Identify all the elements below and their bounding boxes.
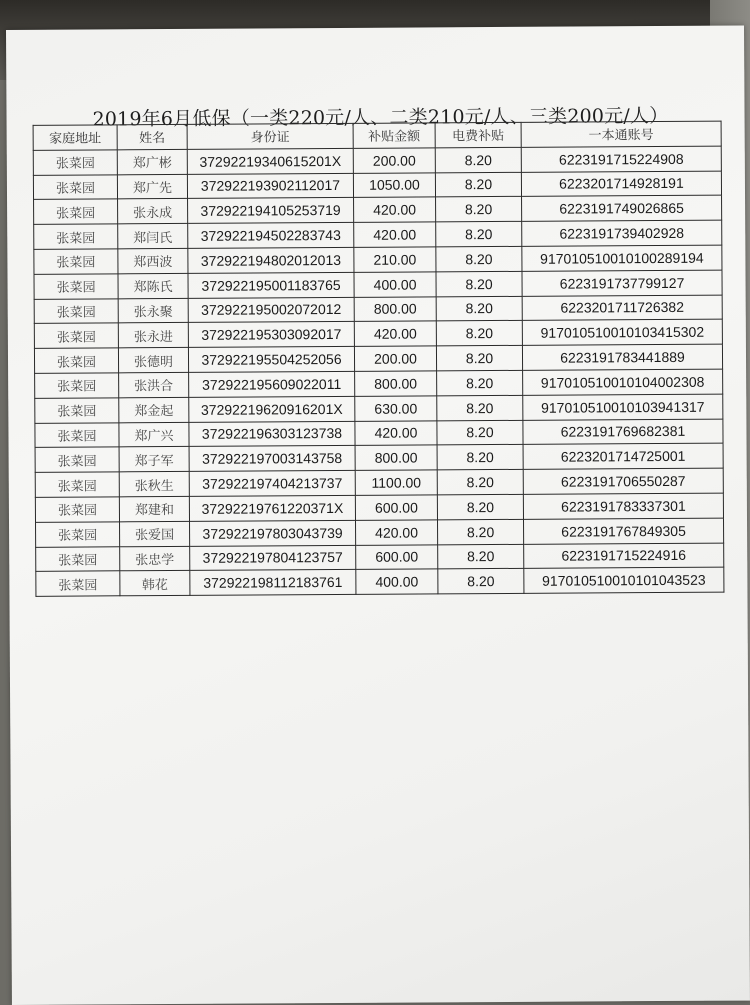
cell-id-number: 372922197404213737 — [189, 471, 355, 497]
cell-subsidy-amount: 200.00 — [353, 148, 435, 173]
cell-id-number: 372922194105253719 — [188, 198, 354, 224]
paper-sheet — [6, 25, 750, 1004]
header-address: 家庭地址 — [33, 125, 117, 150]
cell-electric-subsidy: 8.20 — [435, 172, 521, 197]
cell-name: 张洪合 — [119, 372, 189, 397]
cell-subsidy-amount: 400.00 — [354, 272, 436, 297]
cell-id-number: 37292219340615201X — [187, 148, 353, 174]
cell-electric-subsidy: 8.20 — [435, 147, 521, 172]
cell-electric-subsidy: 8.20 — [436, 271, 522, 296]
cell-account-number: 6223191783441889 — [522, 344, 722, 370]
cell-subsidy-amount: 800.00 — [355, 445, 437, 470]
cell-subsidy-amount: 210.00 — [354, 247, 436, 272]
cell-id-number: 372922197804123757 — [190, 545, 356, 571]
cell-electric-subsidy: 8.20 — [436, 246, 522, 271]
cell-id-number: 372922194502283743 — [188, 223, 354, 249]
cell-address: 张菜园 — [35, 373, 119, 398]
cell-electric-subsidy: 8.20 — [436, 296, 522, 321]
cell-account-number: 6223201714928191 — [521, 171, 721, 197]
cell-id-number: 37292219761220371X — [189, 495, 355, 521]
cell-name: 张德明 — [118, 348, 188, 373]
cell-id-number: 372922195504252056 — [188, 347, 354, 373]
cell-address: 张菜园 — [35, 422, 119, 447]
document-title: 2019年6月低保（一类220元/人、二类210元/人、三类200元/人） — [92, 104, 669, 131]
cell-account-number: 6223191767849305 — [523, 518, 723, 544]
cell-electric-subsidy: 8.20 — [436, 321, 522, 346]
cell-address: 张菜园 — [36, 571, 120, 596]
header-subsidy-amount: 补贴金额 — [353, 123, 435, 148]
cell-electric-subsidy: 8.20 — [437, 494, 523, 519]
cell-name: 韩花 — [120, 571, 190, 596]
cell-electric-subsidy: 8.20 — [437, 370, 523, 395]
cell-account-number: 917010510010103941317 — [523, 394, 723, 420]
cell-address: 张菜园 — [33, 174, 117, 199]
cell-address: 张菜园 — [34, 249, 118, 274]
cell-account-number: 6223191715224908 — [521, 146, 721, 172]
cell-account-number: 6223191706550287 — [523, 468, 723, 494]
cell-subsidy-amount: 600.00 — [355, 495, 437, 520]
cell-name: 张永聚 — [118, 298, 188, 323]
cell-name: 张忠学 — [120, 546, 190, 571]
cell-name: 郑子军 — [119, 447, 189, 472]
cell-name: 郑西波 — [118, 248, 188, 273]
cell-name: 郑闫氏 — [118, 224, 188, 249]
cell-id-number: 372922197003143758 — [189, 446, 355, 472]
cell-name: 郑金起 — [119, 397, 189, 422]
cell-name: 张爱国 — [120, 521, 190, 546]
cell-account-number: 917010510010103415302 — [522, 320, 722, 346]
cell-address: 张菜园 — [35, 497, 119, 522]
cell-electric-subsidy: 8.20 — [437, 470, 523, 495]
cell-electric-subsidy: 8.20 — [438, 569, 524, 594]
cell-address: 张菜园 — [36, 546, 120, 571]
cell-account-number: 6223191715224916 — [524, 543, 724, 569]
cell-account-number: 6223201714725001 — [523, 443, 723, 469]
cell-electric-subsidy: 8.20 — [436, 197, 522, 222]
cell-account-number: 6223191769682381 — [523, 419, 723, 445]
cell-name: 张秋生 — [119, 472, 189, 497]
cell-subsidy-amount: 630.00 — [355, 396, 437, 421]
cell-account-number: 917010510010104002308 — [523, 369, 723, 395]
cell-electric-subsidy: 8.20 — [438, 544, 524, 569]
header-electric-subsidy: 电费补贴 — [435, 122, 521, 147]
cell-id-number: 372922195609022011 — [189, 371, 355, 397]
subsidy-table — [33, 121, 725, 597]
cell-address: 张菜园 — [34, 224, 118, 249]
cell-id-number: 372922197803043739 — [190, 520, 356, 546]
cell-name: 张永成 — [118, 199, 188, 224]
cell-account-number: 6223191739402928 — [522, 220, 722, 246]
cell-id-number: 372922198112183761 — [190, 570, 356, 596]
table-body — [33, 146, 724, 597]
cell-subsidy-amount: 800.00 — [354, 296, 436, 321]
cell-name: 张永进 — [118, 323, 188, 348]
cell-subsidy-amount: 420.00 — [354, 321, 436, 346]
cell-address: 张菜园 — [36, 522, 120, 547]
cell-subsidy-amount: 420.00 — [355, 420, 437, 445]
cell-address: 张菜园 — [35, 447, 119, 472]
cell-id-number: 372922196303123738 — [189, 421, 355, 447]
cell-electric-subsidy: 8.20 — [437, 519, 523, 544]
cell-name: 郑陈氏 — [118, 273, 188, 298]
cell-address: 张菜园 — [35, 398, 119, 423]
cell-electric-subsidy: 8.20 — [436, 346, 522, 371]
cell-electric-subsidy: 8.20 — [437, 445, 523, 470]
cell-address: 张菜园 — [34, 298, 118, 323]
cell-account-number: 6223191783337301 — [523, 493, 723, 519]
cell-id-number: 372922195001183765 — [188, 272, 354, 298]
cell-subsidy-amount: 420.00 — [354, 222, 436, 247]
cell-address: 张菜园 — [34, 348, 118, 373]
cell-subsidy-amount: 800.00 — [355, 371, 437, 396]
cell-subsidy-amount: 400.00 — [356, 569, 438, 594]
cell-account-number: 6223191737799127 — [522, 270, 722, 296]
header-name: 姓名 — [117, 124, 187, 149]
cell-subsidy-amount: 420.00 — [354, 197, 436, 222]
cell-id-number: 372922195303092017 — [188, 322, 354, 348]
cell-address: 张菜园 — [34, 323, 118, 348]
cell-name: 郑广兴 — [119, 422, 189, 447]
cell-name: 郑广彬 — [117, 149, 187, 174]
cell-electric-subsidy: 8.20 — [437, 395, 523, 420]
cell-name: 郑建和 — [119, 496, 189, 521]
table-row — [36, 567, 724, 596]
cell-electric-subsidy: 8.20 — [436, 222, 522, 247]
cell-account-number: 917010510010101043523 — [524, 567, 724, 593]
cell-subsidy-amount: 600.00 — [356, 544, 438, 569]
header-account-number: 一本通账号 — [521, 121, 721, 147]
cell-account-number: 917010510010100289194 — [522, 245, 722, 271]
cell-address: 张菜园 — [34, 274, 118, 299]
cell-id-number: 372922193902112017 — [187, 173, 353, 199]
cell-address: 张菜园 — [35, 472, 119, 497]
cell-id-number: 372922194802012013 — [188, 247, 354, 273]
header-id-number: 身份证 — [187, 123, 353, 149]
cell-subsidy-amount: 1050.00 — [353, 172, 435, 197]
cell-address: 张菜园 — [33, 150, 117, 175]
cell-subsidy-amount: 420.00 — [356, 520, 438, 545]
cell-subsidy-amount: 1100.00 — [355, 470, 437, 495]
cell-address: 张菜园 — [34, 199, 118, 224]
cell-electric-subsidy: 8.20 — [437, 420, 523, 445]
cell-id-number: 372922195002072012 — [188, 297, 354, 323]
cell-account-number: 6223201711726382 — [522, 295, 722, 321]
cell-account-number: 6223191749026865 — [522, 196, 722, 222]
cell-subsidy-amount: 200.00 — [354, 346, 436, 371]
cell-name: 郑广先 — [117, 174, 187, 199]
cell-id-number: 37292219620916201X — [189, 396, 355, 422]
